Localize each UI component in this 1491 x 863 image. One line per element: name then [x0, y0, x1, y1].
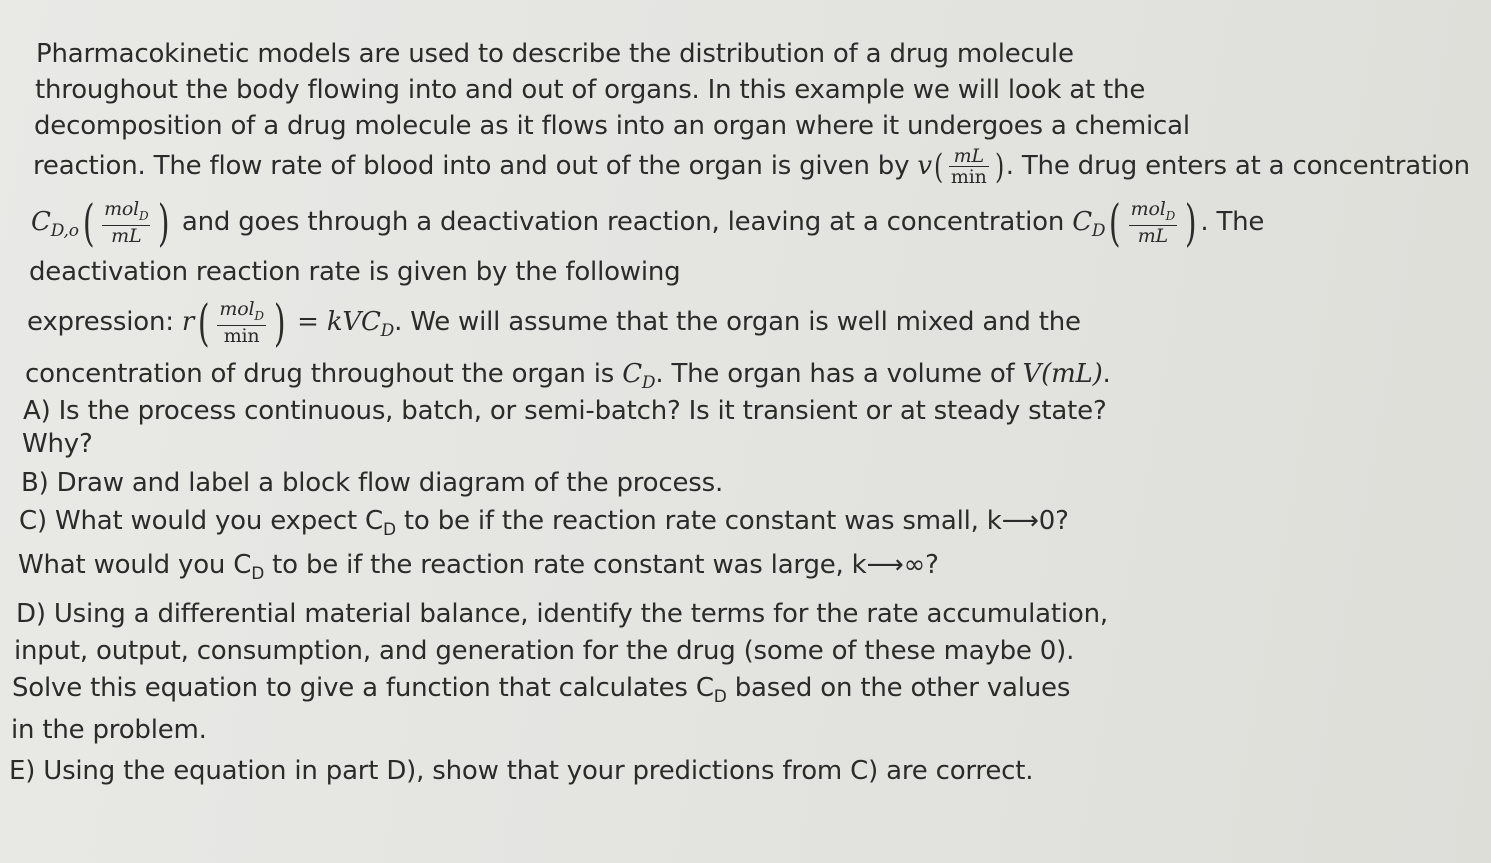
question-a-line-1	[23, 395, 1107, 427]
rate-units-mol: mol	[219, 297, 255, 320]
rate-expression: kVC	[326, 307, 381, 337]
question-d1-text: D) Using a differential material balance, identify the terms for the rate accumulation,	[16, 599, 1108, 629]
close-paren: )	[994, 146, 1004, 187]
outlet-units-den: mL	[1137, 225, 1168, 248]
question-a-why: Why?	[22, 429, 93, 459]
paragraph-line-7	[27, 294, 1081, 350]
line-3-text: decomposition of a drug molecule as it flows into an organ where it undergoes a chemical	[34, 111, 1190, 141]
open-paren: (	[82, 193, 95, 252]
outlet-units-num	[1129, 199, 1177, 227]
paragraph-line-4	[33, 146, 1470, 186]
paragraph-line-8	[25, 358, 1111, 399]
outlet-units-mol-sub: D	[1165, 208, 1176, 223]
paragraph-line-5	[31, 194, 1264, 250]
rate-units-den: min	[223, 325, 260, 348]
line-8-before: concentration of drug throughout the organ is	[25, 359, 623, 389]
paragraph-line-3	[34, 110, 1190, 142]
outlet-conc-units	[1129, 199, 1177, 247]
inlet-units-den: mL	[111, 225, 142, 248]
question-d-line-2	[14, 635, 1074, 667]
close-paren: )	[158, 193, 170, 252]
open-paren: (	[933, 146, 943, 187]
outlet-conc-sub: D	[1091, 221, 1106, 241]
question-d3-sub: D	[713, 687, 727, 707]
line-6-text: deactivation reaction rate is given by the following	[29, 257, 681, 287]
inlet-conc-var: C	[31, 207, 51, 237]
line-5-middle: and goes through a deactivation reaction, leaving at a concentration	[173, 207, 1073, 237]
question-c-line-1	[19, 505, 1069, 546]
inlet-conc-units	[102, 199, 150, 247]
line-7-after: . We will assume that the organ is well mixed and the	[394, 307, 1081, 337]
line-7-before: expression:	[27, 307, 182, 337]
open-paren: (	[197, 293, 210, 352]
line-4-after: . The drug enters at a concentration	[1005, 151, 1470, 181]
close-paren: )	[1184, 193, 1197, 252]
flow-rate-units	[949, 146, 989, 187]
question-d-line-4	[11, 714, 207, 746]
question-d2-text: input, output, consumption, and generation for the drug (some of these maybe 0).	[14, 636, 1075, 666]
question-c-before: C) What would you expect C	[19, 506, 383, 536]
paragraph-line-6	[29, 256, 680, 288]
question-e	[9, 755, 1033, 787]
question-c-line-2	[18, 549, 939, 590]
inlet-units-mol-sub: D	[139, 208, 149, 223]
line-1-text: Pharmacokinetic models are used to describe the distribution of a drug molecule	[36, 39, 1074, 69]
question-c2-after: to be if the reaction rate constant was large, k⟶∞?	[264, 550, 939, 580]
rate-units-mol-sub: D	[254, 308, 264, 323]
open-paren: (	[1109, 193, 1121, 252]
question-c-after: to be if the reaction rate constant was small, k⟶0?	[395, 506, 1069, 536]
question-a-text: A) Is the process continuous, batch, or semi-batch? Is it transient or at steady state?	[23, 396, 1107, 426]
line-5-after: . The	[1200, 207, 1265, 237]
question-e-text: E) Using the equation in part D), show that your predictions from C) are correct.	[9, 756, 1034, 786]
question-b	[21, 467, 723, 499]
line-4-before: reaction. The flow rate of blood into and out of the organ is given by	[33, 151, 918, 181]
line-8-after: .	[1102, 359, 1111, 389]
question-c2-sub: D	[251, 564, 265, 584]
question-c-sub: D	[382, 520, 396, 540]
question-d4-text: in the problem.	[11, 715, 207, 745]
inlet-conc-sub: D,o	[50, 221, 79, 241]
flow-rate-variable: v	[917, 151, 932, 181]
inlet-units-num	[102, 199, 150, 227]
flow-units-den: min	[950, 166, 987, 188]
equals-sign: =	[289, 307, 327, 337]
organ-conc-var: C	[622, 359, 642, 389]
question-d-line-1	[16, 598, 1108, 630]
inlet-units-mol: mol	[104, 197, 140, 220]
rate-expression-sub: D	[380, 321, 395, 341]
line-2-text: throughout the body flowing into and out of organs. In this example we will look at the	[35, 75, 1146, 105]
paragraph-line-2	[35, 74, 1145, 106]
question-c2-before: What would you C	[18, 550, 252, 580]
question-b-text: B) Draw and label a block flow diagram of the process.	[21, 468, 724, 498]
organ-conc-sub: D	[641, 373, 656, 393]
question-a-line-2	[22, 428, 93, 460]
rate-units	[217, 299, 265, 347]
question-d-line-3	[12, 672, 1070, 713]
outlet-conc-var: C	[1072, 207, 1092, 237]
question-d3-after: based on the other values	[726, 673, 1071, 703]
question-d3-before: Solve this equation to give a function that calculates C	[12, 673, 714, 703]
rate-var: r	[181, 307, 195, 337]
outlet-units-mol: mol	[1130, 197, 1166, 220]
rate-units-num	[217, 299, 265, 327]
close-paren: )	[273, 293, 286, 352]
organ-volume: V(mL)	[1022, 359, 1103, 389]
line-8-middle: . The organ has a volume of	[655, 359, 1023, 389]
paragraph-line-1	[36, 38, 1074, 70]
flow-units-num: mL	[949, 146, 989, 167]
